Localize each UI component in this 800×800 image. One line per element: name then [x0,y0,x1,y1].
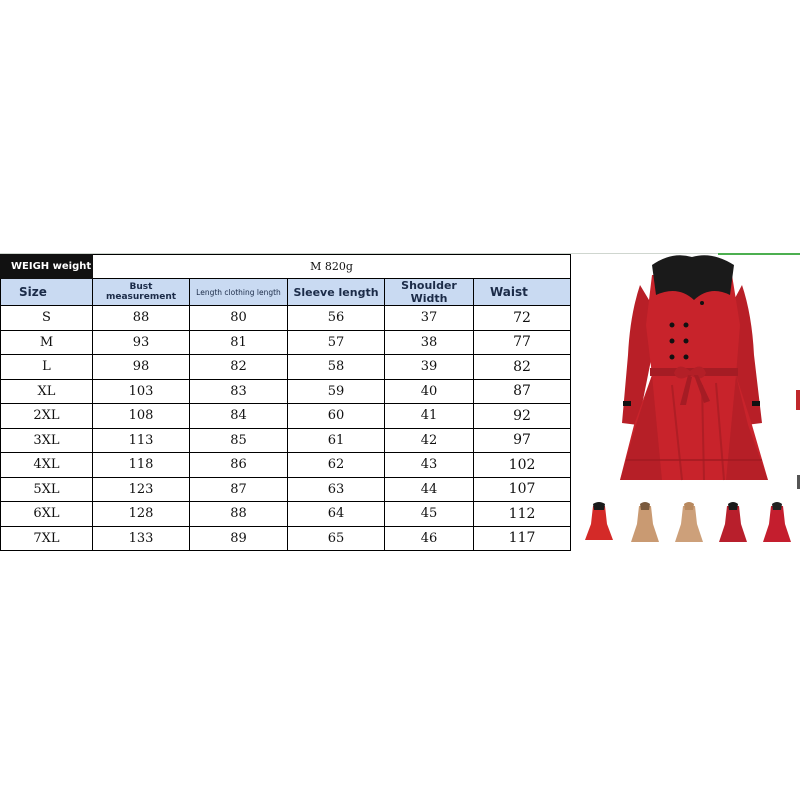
cell-size: 6XL [1,502,93,527]
cell-bust: 128 [93,502,190,527]
cell-waist: 112 [474,502,571,527]
cell-waist: 82 [474,355,571,380]
cell-sleeve: 61 [288,428,385,453]
cell-waist: 87 [474,379,571,404]
cell-size: S [1,306,93,331]
table-row [1,306,571,331]
cell-size: 3XL [1,428,93,453]
cell-size: M [1,330,93,355]
cell-shoulder: 42 [385,428,474,453]
cell-length: 87 [190,477,288,502]
weight-value: M 820g [93,255,571,279]
cell-shoulder: 43 [385,453,474,478]
cell-waist: 117 [474,526,571,551]
cell-size: 4XL [1,453,93,478]
header-bust: Bust measurement [93,279,190,306]
red-coat-thumb[interactable] [718,500,748,548]
camel-coat-thumb[interactable] [674,500,704,548]
cell-sleeve: 65 [288,526,385,551]
red-coat-thumb[interactable] [762,500,792,548]
cell-length: 82 [190,355,288,380]
header-sleeve: Sleeve length [288,279,385,306]
header-shoulder: Shoulder Width [385,279,474,306]
red-coat-photo [612,255,800,500]
table-header-row [1,279,571,306]
header-waist: Waist [474,279,571,306]
cell-shoulder: 41 [385,404,474,429]
cell-waist: 92 [474,404,571,429]
size-table [0,254,571,551]
cell-sleeve: 60 [288,404,385,429]
cell-waist: 107 [474,477,571,502]
cell-length: 83 [190,379,288,404]
cell-bust: 93 [93,330,190,355]
cell-waist: 77 [474,330,571,355]
cell-sleeve: 56 [288,306,385,331]
cell-size: 2XL [1,404,93,429]
thumbnail-strip[interactable] [584,500,800,550]
cell-size: 5XL [1,477,93,502]
cell-sleeve: 63 [288,477,385,502]
cell-shoulder: 37 [385,306,474,331]
cell-shoulder: 45 [385,502,474,527]
cell-size: XL [1,379,93,404]
cell-waist: 97 [474,428,571,453]
cell-sleeve: 59 [288,379,385,404]
cell-bust: 108 [93,404,190,429]
cell-waist: 72 [474,306,571,331]
cell-sleeve: 62 [288,453,385,478]
table-row [1,404,571,429]
cell-bust: 123 [93,477,190,502]
cell-length: 89 [190,526,288,551]
cell-shoulder: 46 [385,526,474,551]
cell-length: 84 [190,404,288,429]
cell-shoulder: 40 [385,379,474,404]
cell-sleeve: 64 [288,502,385,527]
table-row [1,428,571,453]
cell-length: 85 [190,428,288,453]
weight-label: WEIGH weight [1,255,93,279]
cell-size: 7XL [1,526,93,551]
weight-row [1,255,571,279]
header-size: Size [1,279,93,306]
cell-shoulder: 38 [385,330,474,355]
table-row [1,502,571,527]
cell-bust: 133 [93,526,190,551]
cropped-image-edge [796,390,800,410]
cell-bust: 98 [93,355,190,380]
cell-sleeve: 58 [288,355,385,380]
cell-waist: 102 [474,453,571,478]
camel-coat-thumb[interactable] [630,500,660,548]
cell-bust: 103 [93,379,190,404]
cell-bust: 118 [93,453,190,478]
cell-length: 88 [190,502,288,527]
cell-size: L [1,355,93,380]
cell-length: 86 [190,453,288,478]
table-row [1,526,571,551]
cell-bust: 113 [93,428,190,453]
table-row [1,355,571,380]
table-row [1,453,571,478]
red-coat-thumb[interactable] [584,500,614,548]
table-row [1,330,571,355]
cell-shoulder: 44 [385,477,474,502]
cell-bust: 88 [93,306,190,331]
cell-length: 80 [190,306,288,331]
header-length: Length clothing length [190,279,288,306]
cell-sleeve: 57 [288,330,385,355]
cell-shoulder: 39 [385,355,474,380]
cell-length: 81 [190,330,288,355]
table-row [1,379,571,404]
table-row [1,477,571,502]
